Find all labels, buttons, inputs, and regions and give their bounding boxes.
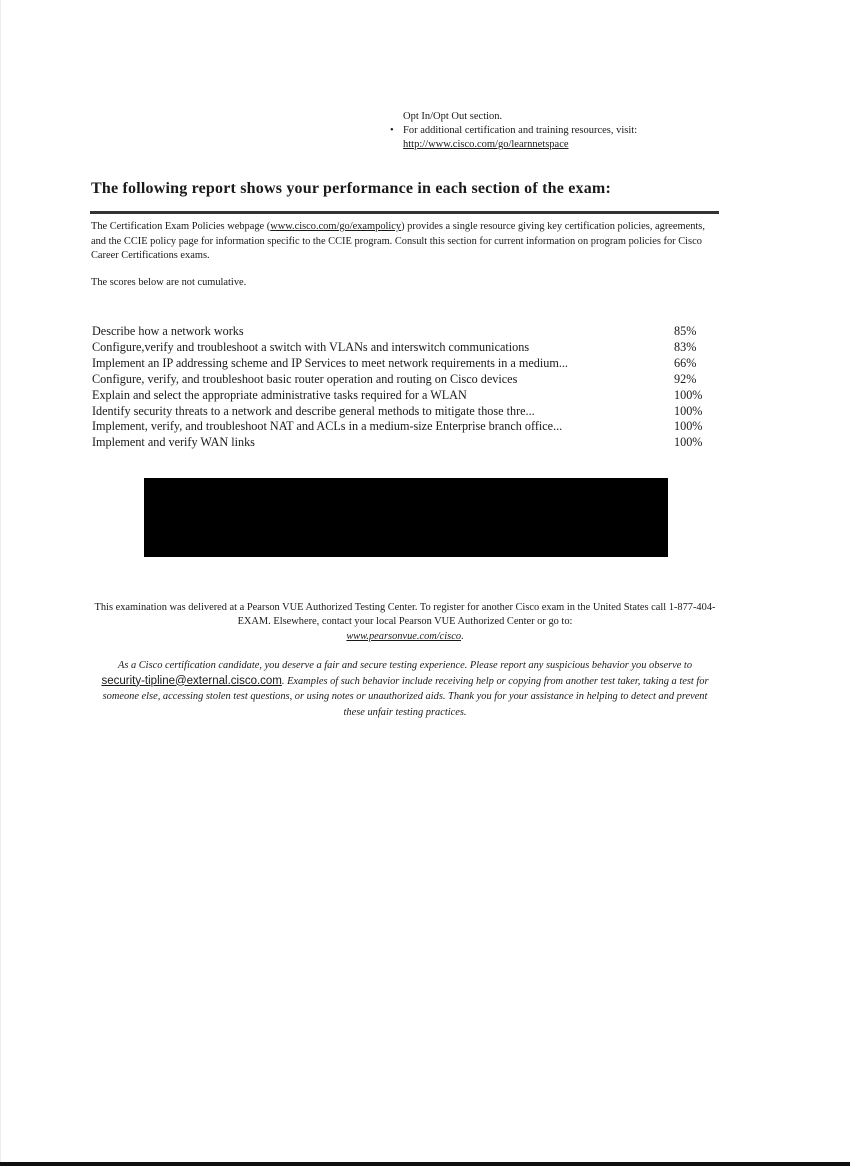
integrity-text-before: As a Cisco certification candidate, you deserve a fair and secure testing experience. Please report any suspicious behavior you observe to (117, 660, 693, 671)
page-bottom-edge (0, 1162, 850, 1166)
score-percent: 85% (674, 324, 697, 338)
policy-text-before: The Certification Exam Policies webpage ( (91, 221, 271, 232)
heading-divider (90, 211, 719, 214)
score-list (92, 324, 722, 451)
bullet-icon: • (390, 125, 394, 136)
score-section: Implement, verify, and troubleshoot NAT and ACLs in a medium-size Enterprise branch office... (92, 419, 563, 434)
score-section: Implement an IP addressing scheme and IP Services to meet network requirements in a medium... (92, 355, 568, 370)
tipline-email-link[interactable]: security-tipline@external.cisco.com (101, 674, 282, 687)
policy-text-after: ) provides a single resource giving key certification policies, agreements, and the CCIE policy page for information specific to the CCIE program. Consult this section for current information on program policies for Cisco Career Certifications exams. (91, 221, 705, 262)
pearson-vue-link[interactable]: www.pearsonvue.com/cisco (346, 630, 462, 642)
score-row (92, 372, 722, 388)
score-section: Implement and verify WAN links (92, 435, 255, 450)
score-section: Explain and select the appropriate administrative tasks required for a WLAN (92, 387, 467, 402)
score-percent: 100% (674, 419, 703, 434)
score-row (92, 404, 722, 420)
score-row (92, 324, 722, 340)
score-row (92, 340, 722, 356)
resources-text: For additional certification and training resources, visit: (403, 125, 638, 136)
policy-paragraph (91, 220, 721, 264)
opt-in-out-line: Opt In/Opt Out section. (403, 111, 503, 122)
score-percent: 66% (674, 355, 697, 370)
score-percent: 92% (674, 371, 697, 386)
score-percent: 100% (674, 435, 703, 450)
integrity-text-after: . Examples of such behavior include receiving help or copying from another test taker, taking a test for someone else, accessing stolen test questions, or using notes or unauthorized aids. Thank you for your assistance in helping to detect and prevent these unfair testing practices. (102, 675, 709, 718)
score-row (92, 388, 722, 404)
integrity-paragraph (100, 658, 710, 720)
score-section: Describe how a network works (92, 324, 244, 338)
score-section: Configure, verify, and troubleshoot basic router operation and routing on Cisco devices (92, 371, 518, 386)
delivery-paragraph (90, 601, 720, 644)
report-heading: The following report shows your performance in each section of the exam: (91, 180, 611, 197)
score-percent: 100% (674, 387, 703, 402)
score-percent: 100% (674, 403, 703, 418)
score-row (92, 356, 722, 372)
redaction-block (144, 478, 668, 557)
score-section: Identify security threats to a network and describe general methods to mitigate those thre... (92, 403, 535, 418)
learnnetspace-link[interactable]: http://www.cisco.com/go/learnnetspace (403, 139, 569, 150)
score-row (92, 419, 722, 435)
page-left-edge (0, 0, 1, 1166)
score-section: Configure,verify and troubleshoot a switch with VLANs and interswitch communications (92, 339, 530, 354)
score-percent: 83% (674, 339, 697, 354)
not-cumulative-note: The scores below are not cumulative. (91, 277, 247, 288)
resources-bullet (390, 124, 637, 152)
delivery-text: This examination was delivered at a Pearson VUE Authorized Testing Center. To register for another Cisco exam in the United States call 1-877-404-EXAM. Elsewhere, contact your local Pearson VUE Authorized Center or go to: (94, 602, 716, 628)
delivery-end: . (461, 630, 464, 642)
score-row (92, 435, 722, 451)
exam-policy-link[interactable]: www.cisco.com/go/exampolicy (270, 221, 402, 232)
